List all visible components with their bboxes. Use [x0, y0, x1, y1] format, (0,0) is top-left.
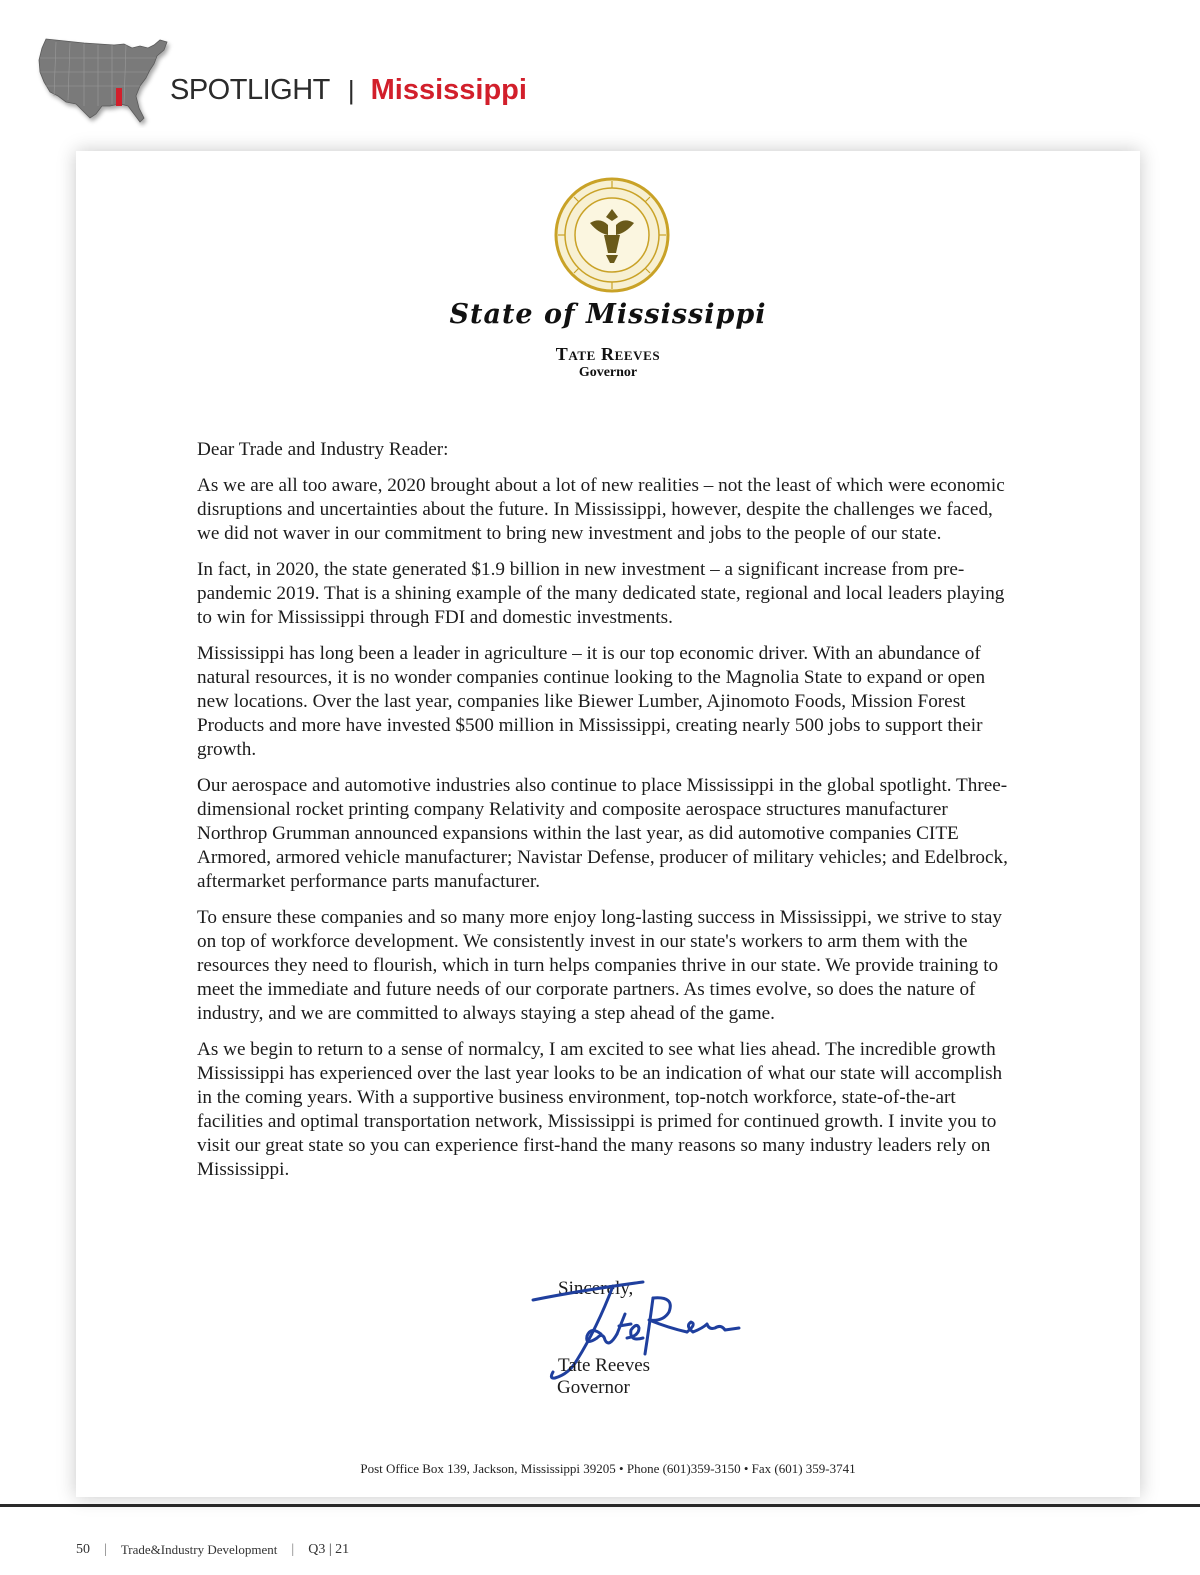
- mississippi-highlight: [116, 88, 122, 106]
- letter-sheet: [76, 151, 1140, 1497]
- letter-paragraph: To ensure these companies and so many more enjoy long-lasting success in Mississippi, we strive to stay on top of workforce development. We consistently invest in our state's workers to arm them with the resources they need to flourish, which in turn helps companies thrive in our state. We provide training to meet the immediate and future needs of our corporate partners. As times evolve, so does the nature of industry, and we are committed to always staying a step ahead of the game.: [197, 907, 1002, 1024]
- letter-paragraph: Our aerospace and automotive industries also continue to place Mississippi in the global spotlight. Three-dimensional rocket printing company Relativity and composite aerospace structures manufacturer Northrop Grumman announced expansions within the last year, as did automotive companies CITE Armored, armored vehicle manufacturer; Navistar Defense, producer of military vehicles; and Edelbrock, aftermarket performance parts manufacturer.: [197, 775, 1008, 892]
- letter-paragraph: As we are all too aware, 2020 brought about a lot of new realities – not the least of which were economic disruptions and uncertainties about the future. In Mississippi, however, despite the challenges we faced, we did not waver in our commitment to bring new investment and jobs to the people of our state.: [197, 475, 1005, 544]
- letterhead-address: Post Office Box 139, Jackson, Mississippi 39205 • Phone (601)359-3150 • Fax (601) 359-3741: [360, 1461, 856, 1476]
- section-header: [170, 70, 527, 110]
- page-footer: [76, 1540, 349, 1560]
- magazine-name: Trade&Industry Development: [120, 1542, 278, 1557]
- letterhead-state-name: State of Mississippi: [449, 299, 767, 330]
- page-number: 50: [76, 1542, 90, 1557]
- us-map-icon: [36, 36, 176, 128]
- state-label: Mississippi: [370, 73, 527, 106]
- header-separator: |: [347, 74, 355, 105]
- letter-body: [197, 438, 1009, 1194]
- signer-title: Governor: [557, 1377, 630, 1398]
- issue-label: Q3 | 21: [308, 1542, 350, 1557]
- footer-separator: |: [104, 1542, 107, 1557]
- signer-name: Tate Reeves: [558, 1355, 651, 1376]
- state-seal-icon: [554, 177, 670, 293]
- section-label: SPOTLIGHT: [170, 73, 330, 106]
- letter-paragraph: As we begin to return to a sense of normalcy, I am excited to see what lies ahead. The incredible growth Mississippi has experienced over the last year looks to be an indication of what our state will accomplish in the coming years. With a supportive business environment, top-notch workforce, state-of-the-art facilities and optimal transportation network, Mississippi is primed for continued growth. I invite you to visit our great state so you can experience first-hand the many reasons so many industry leaders rely on Mississippi.: [197, 1039, 1003, 1180]
- letterhead-governor-name: Tate Reeves: [555, 344, 661, 364]
- letter-closing: Sincerely,: [558, 1278, 634, 1299]
- footer-rule: [0, 1504, 1200, 1507]
- letter-paragraph: Mississippi has long been a leader in agriculture – it is our top economic driver. With an abundance of natural resources, it is no wonder companies continue looking to the Magnolia State to expand or open new locations. Over the last year, companies like Biewer Lumber, Ajinomoto Foods, Mission Forest Products and more have invested $500 million in Mississippi, creating nearly 500 jobs to support their growth.: [197, 643, 986, 760]
- footer-separator: |: [291, 1542, 295, 1557]
- letter-paragraph: In fact, in 2020, the state generated $1.9 billion in new investment – a significant increase from pre-pandemic 2019. That is a shining example of the many dedicated state, regional and local leaders playing to win for Mississippi through FDI and domestic investments.: [197, 559, 1005, 628]
- letter-greeting: Dear Trade and Industry Reader:: [197, 439, 449, 460]
- letterhead-governor-title: Governor: [578, 365, 638, 380]
